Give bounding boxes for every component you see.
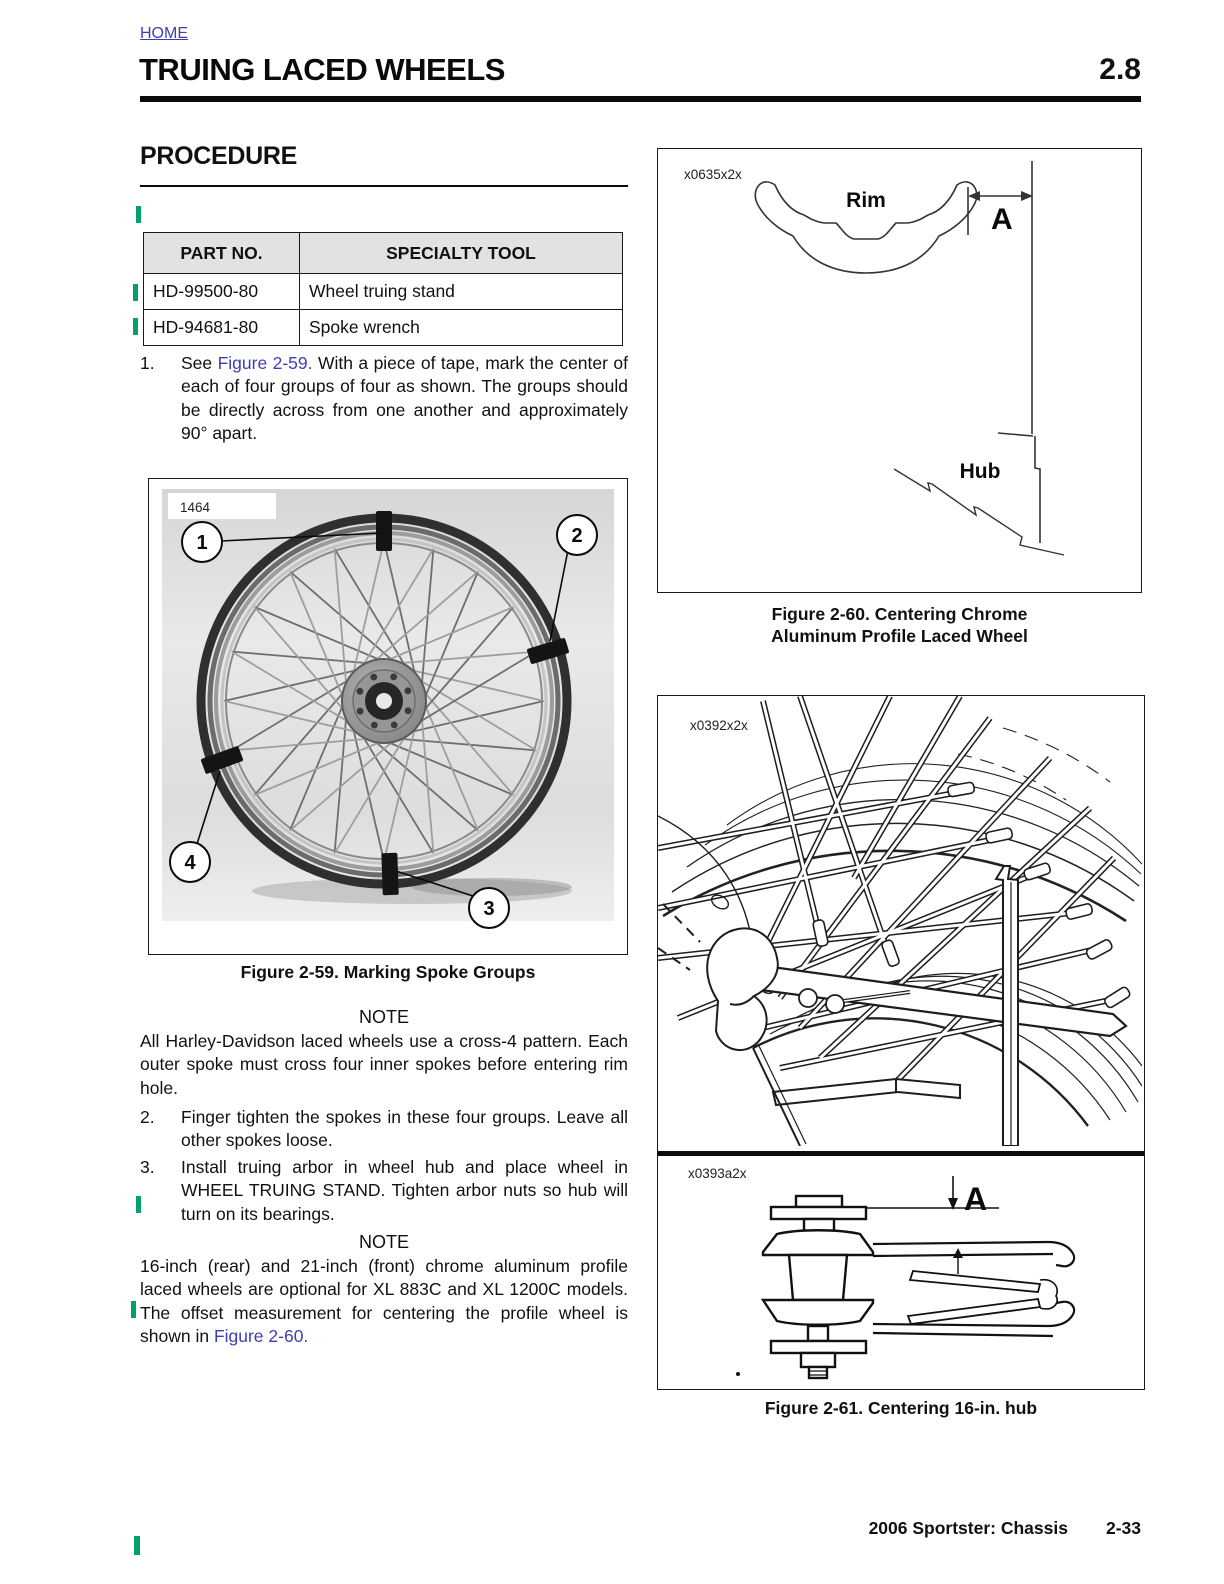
figure-2-59-box <box>148 478 628 955</box>
note-2-heading: NOTE <box>358 1232 409 1252</box>
hand-outline <box>658 904 778 1050</box>
step-number: 1. <box>140 353 155 373</box>
photo-id: 1464 <box>180 500 211 515</box>
stray-dot <box>736 1372 740 1376</box>
callout-number-2: 2 <box>571 525 583 547</box>
drawing-id-top: x0392x2x <box>690 718 748 733</box>
truing-arbor <box>763 1196 873 1378</box>
figure-2-60-link[interactable]: Figure 2-60. <box>213 1325 309 1346</box>
note-1-heading: NOTE <box>358 1007 409 1027</box>
page-title: TRUING LACED WHEELS <box>139 52 505 87</box>
figure-2-60-caption <box>657 604 1142 648</box>
tool-cell: Wheel truing stand <box>300 274 623 310</box>
step-1 <box>140 352 628 445</box>
specialty-tool-table <box>143 232 623 346</box>
change-bar <box>136 206 141 223</box>
rim-cross-section <box>873 1242 1074 1336</box>
step-number: 2. <box>140 1107 155 1127</box>
page-footer <box>640 1518 1141 1539</box>
figure-2-61-top-drawing <box>658 696 1142 1146</box>
caption-line-1: Figure 2-60. Centering Chrome <box>771 604 1028 624</box>
drawing-id: x0635x2x <box>684 167 742 182</box>
callout-number-1: 1 <box>196 532 208 554</box>
figure-2-60-drawing <box>658 149 1139 590</box>
note-1-body: All Harley-Davidson laced wheels use a cross-4 pattern. Each outer spoke must cross four inner spokes before entering rim hole. <box>140 1031 628 1098</box>
home-link[interactable]: HOME <box>140 25 188 42</box>
note-2-body <box>140 1255 628 1348</box>
section-number: 2.8 <box>1099 53 1141 86</box>
part-no-cell: HD-99500-80 <box>144 274 300 310</box>
procedure-rule <box>140 185 628 187</box>
dimension-a-label: A <box>991 203 1013 236</box>
step-number: 3. <box>140 1157 155 1177</box>
up-arrowhead <box>953 1248 963 1258</box>
figure-2-59-photo <box>149 479 625 952</box>
step-3 <box>140 1156 628 1226</box>
step-text: Finger tighten the spokes in these four groups. Leave all other spokes loose. <box>181 1107 628 1151</box>
figure-2-60-box <box>657 148 1142 593</box>
figure-2-61-box <box>657 695 1145 1390</box>
step-1-before: See <box>181 353 218 373</box>
change-bar <box>133 284 138 301</box>
step-2 <box>140 1106 628 1153</box>
change-bar <box>134 1536 140 1555</box>
step-text <box>181 352 628 445</box>
change-bar <box>133 318 138 335</box>
drawing-id-bottom: x0393a2x <box>688 1166 747 1181</box>
figure-2-59-link[interactable]: Figure 2-59. <box>217 353 313 373</box>
callout-number-3: 3 <box>483 898 495 920</box>
part-no-cell: HD-94681-80 <box>144 310 300 346</box>
tool-cell: Spoke wrench <box>300 310 623 346</box>
note-2-text: 16-inch (rear) and 21-inch (front) chrome aluminum profile laced wheels are optional for XL 883C and XL 1200C models. The offset measurement for centering the profile wheel is shown in <box>140 1256 628 1346</box>
dimension-a-label: A <box>964 1181 988 1217</box>
rim-label: Rim <box>846 189 886 212</box>
footer-book-title: 2006 Sportster: Chassis <box>868 1518 1068 1538</box>
footer-page-number: 2-33 <box>1105 1518 1141 1538</box>
table-header-row <box>144 233 623 274</box>
table-row <box>144 274 623 310</box>
callout-number-4: 4 <box>184 852 196 874</box>
spoke-wrench-tool <box>753 1046 960 1146</box>
hub-label: Hub <box>959 460 1001 483</box>
step-text: Install truing arbor in wheel hub and place wheel in WHEEL TRUING STAND. Tighten arbor nuts so hub will turn on its bearings. <box>181 1157 628 1224</box>
wheel-photo <box>162 489 614 928</box>
table-row <box>144 310 623 346</box>
column-header-part-no: PART NO. <box>144 233 300 274</box>
wheel-hub <box>342 659 426 743</box>
column-header-specialty-tool: SPECIALTY TOOL <box>300 233 623 274</box>
figure-2-59-caption: Figure 2-59. Marking Spoke Groups <box>240 962 536 982</box>
change-bar <box>131 1301 136 1318</box>
figure-2-61-bottom-drawing <box>658 1156 1142 1392</box>
step-1-after: With a piece of tape, mark the center of each of four groups of four as shown. The groups should be directly across from one another and approximately 90° apart. <box>181 353 628 443</box>
caption-line-2: Aluminum Profile Laced Wheel <box>771 625 1028 646</box>
figure-2-61-caption: Figure 2-61. Centering 16-in. hub <box>764 1398 1038 1418</box>
header-rule <box>140 96 1141 102</box>
procedure-heading: PROCEDURE <box>140 142 298 170</box>
